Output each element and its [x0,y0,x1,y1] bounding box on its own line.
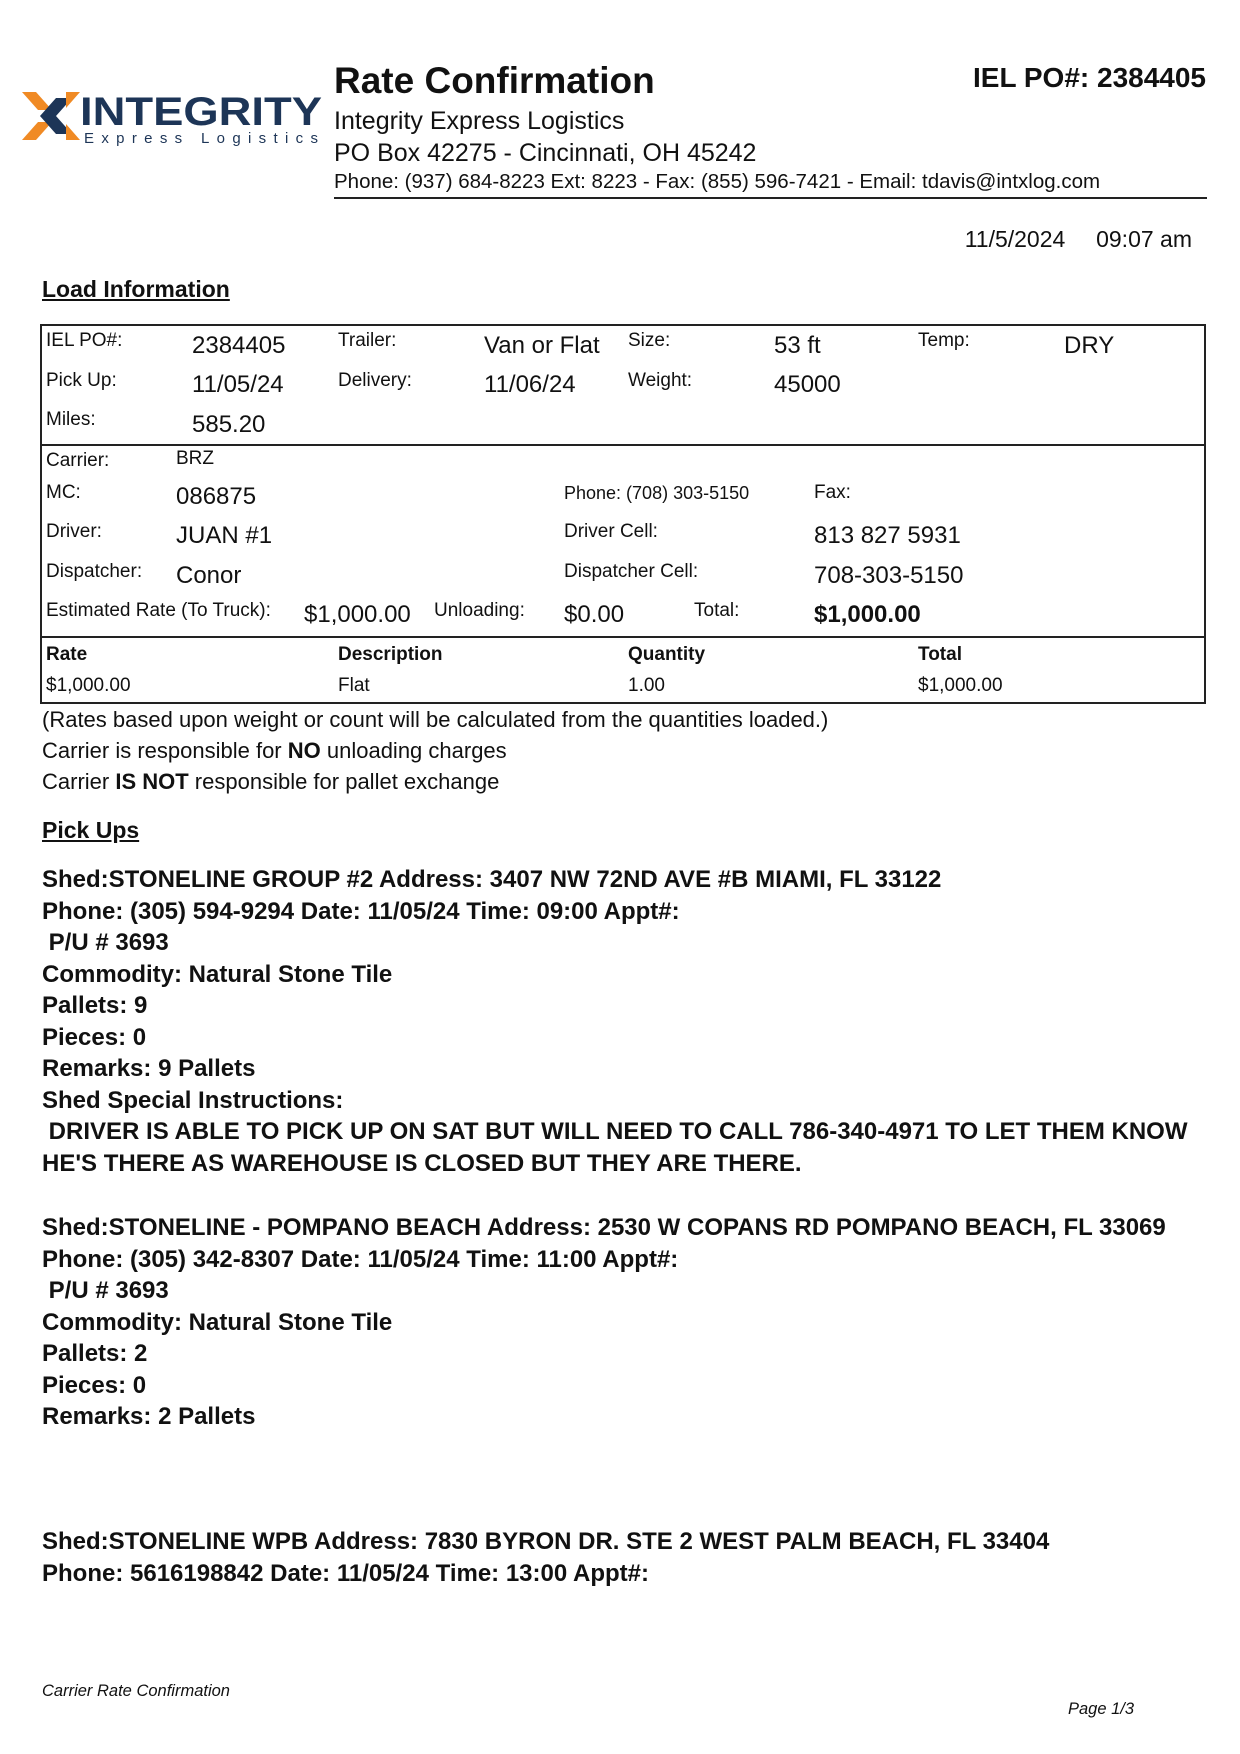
quantity-column-header: Quantity [628,644,706,665]
size-label: Size: [628,330,671,351]
mc-value: 086875 [176,483,257,510]
company-contact: Phone: (937) 684-8223 Ext: 8223 - Fax: (855) 596-7421 - Email: tdavis@intxlog.com [334,170,1101,193]
delivery-date-value: 11/06/24 [484,371,576,398]
dispatcher-value: Conor [176,562,242,589]
total-value: $1,000.00 [814,601,921,628]
unloading-label: Unloading: [434,600,525,621]
total-label: Total: [694,600,740,621]
header-divider [334,197,1207,199]
box-divider [42,636,1204,638]
description-column-header: Description [338,644,443,665]
note-text: Carrier is responsible for [42,738,288,763]
po-number-heading: IEL PO#: 2384405 [973,62,1206,93]
carrier-phone: Phone: (708) 303-5150 [564,483,750,503]
driver-label: Driver: [46,521,102,542]
pickup-stop [42,1212,1202,1433]
rate-column-header: Rate [46,644,88,665]
trailer-label: Trailer: [338,330,397,351]
delivery-date-label: Delivery: [338,370,412,391]
temp-value: DRY [1064,332,1115,359]
document-title: Rate Confirmation [334,60,655,101]
pallet-note [42,769,499,795]
pickup-special-instructions: DRIVER IS ABLE TO PICK UP ON SAT BUT WILL NEED TO CALL 786-340-4971 TO LET THEM KNOW HE'S THERE AS WAREHOUSE IS CLOSED BUT THEY ARE THERE. [42,1118,1195,1177]
dispatcher-label: Dispatcher: [46,561,143,582]
pickup-phone-date-time: Phone: 5616198842 Date: 11/05/24 Time: 13:00 Appt#: [42,1559,649,1587]
pickup-phone-date-time: Phone: (305) 594-9294 Date: 11/05/24 Time: 09:00 Appt#: [42,897,680,925]
issued-time: 09:07 am [1096,226,1192,252]
driver-cell-label: Driver Cell: [564,521,658,542]
pickup-stop [42,1526,1202,1589]
page-number: Page 1/3 [1068,1700,1135,1718]
pickup-pu-number: P/U # 3693 [42,929,169,956]
load-information-box [40,324,1206,704]
weight-label: Weight: [628,370,693,391]
pickup-shed-address: Shed:STONELINE GROUP #2 Address: 3407 NW 72ND AVE #B MIAMI, FL 33122 [42,866,942,893]
miles-value: 585.20 [192,411,266,438]
issued-datetime [965,226,1192,253]
pickup-commodity: Commodity: Natural Stone Tile [42,1308,393,1336]
company-logo [22,88,322,154]
driver-cell-value: 813 827 5931 [814,522,961,549]
logo-mark-icon [22,88,322,154]
temp-label: Temp: [918,330,970,351]
note-emphasis: IS NOT [115,769,189,794]
rate-cell: $1,000.00 [46,675,131,696]
pickup-date-value: 11/05/24 [192,371,284,398]
company-name: Integrity Express Logistics [334,107,625,135]
pickup-remarks: Remarks: 2 Pallets [42,1403,256,1430]
po-label: IEL PO#: [46,330,123,351]
rates-note: (Rates based upon weight or count will be calculated from the quantities loaded.) [42,707,829,732]
unloading-note [42,738,507,764]
footer-title: Carrier Rate Confirmation [42,1682,230,1700]
pickup-remarks: Remarks: 9 Pallets [42,1055,256,1082]
pickup-date-label: Pick Up: [46,370,117,391]
load-information-heading: Load Information [42,276,230,302]
total-column-header: Total [918,644,962,665]
size-value: 53 ft [774,332,821,359]
pickup-pu-number: P/U # 3693 [42,1277,169,1304]
po-value: 2384405 [192,332,286,359]
box-divider [42,444,1204,446]
issued-date: 11/5/2024 [964,226,1066,252]
total-cell: $1,000.00 [918,675,1003,696]
weight-value: 45000 [774,371,841,398]
unloading-value: $0.00 [564,601,625,628]
carrier-label: Carrier: [46,450,110,471]
quantity-cell: 1.00 [628,675,665,696]
svg-text:INTEGRITY: INTEGRITY [80,90,322,134]
dispatcher-cell-label: Dispatcher Cell: [564,561,699,582]
driver-value: JUAN #1 [176,522,273,549]
pickup-pieces: Pieces: 0 [42,1023,147,1051]
description-cell: Flat [338,675,370,696]
note-text: unloading charges [320,738,507,763]
dispatcher-cell-value: 708-303-5150 [814,562,964,589]
company-address: PO Box 42275 - Cincinnati, OH 45242 [334,139,757,167]
pick-ups-heading: Pick Ups [42,817,140,843]
carrier-value: BRZ [176,448,214,469]
pickup-pieces: Pieces: 0 [42,1371,147,1399]
miles-label: Miles: [46,409,96,430]
pickup-shed-address: Shed:STONELINE - POMPANO BEACH Address: 2530 W COPANS RD POMPANO BEACH, FL 33069 [42,1214,1166,1241]
pickup-stop [42,864,1202,1179]
pickup-special-instructions-title: Shed Special Instructions: [42,1086,344,1114]
note-text: responsible for pallet exchange [188,769,500,794]
estimated-rate-value: $1,000.00 [304,601,411,628]
mc-label: MC: [46,482,81,503]
note-text: Carrier [42,769,116,794]
note-emphasis: NO [287,738,321,763]
pickup-commodity: Commodity: Natural Stone Tile [42,960,393,988]
estimated-rate-label: Estimated Rate (To Truck): [46,600,271,621]
svg-text:Express Logistics: Express Logistics [84,130,318,147]
trailer-value: Van or Flat [484,332,600,359]
pickup-pallets: Pallets: 9 [42,992,148,1019]
fax-label: Fax: [814,482,851,503]
pickup-phone-date-time: Phone: (305) 342-8307 Date: 11/05/24 Time: 11:00 Appt#: [42,1245,679,1273]
pickup-pallets: Pallets: 2 [42,1340,148,1367]
pickup-shed-address: Shed:STONELINE WPB Address: 7830 BYRON DR. STE 2 WEST PALM BEACH, FL 33404 [42,1528,1050,1555]
